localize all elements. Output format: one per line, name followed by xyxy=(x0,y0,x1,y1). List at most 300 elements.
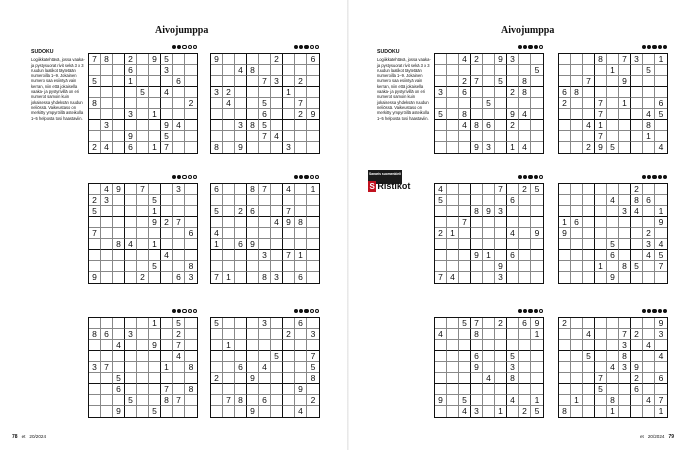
sudoku-empty-cell[interactable] xyxy=(247,250,259,261)
sudoku-empty-cell[interactable] xyxy=(283,318,295,329)
sudoku-empty-cell[interactable] xyxy=(223,217,235,228)
sudoku-empty-cell[interactable] xyxy=(607,351,619,362)
sudoku-empty-cell[interactable] xyxy=(137,250,149,261)
sudoku-empty-cell[interactable] xyxy=(271,250,283,261)
sudoku-empty-cell[interactable] xyxy=(459,340,471,351)
sudoku-empty-cell[interactable] xyxy=(271,98,283,109)
sudoku-empty-cell[interactable] xyxy=(619,109,631,120)
sudoku-empty-cell[interactable] xyxy=(149,329,161,340)
sudoku-empty-cell[interactable] xyxy=(519,228,531,239)
sudoku-empty-cell[interactable] xyxy=(519,54,531,65)
sudoku-empty-cell[interactable] xyxy=(559,340,571,351)
sudoku-empty-cell[interactable] xyxy=(113,65,125,76)
sudoku-empty-cell[interactable] xyxy=(271,395,283,406)
sudoku-empty-cell[interactable] xyxy=(619,272,631,283)
sudoku-empty-cell[interactable] xyxy=(559,206,571,217)
sudoku-empty-cell[interactable] xyxy=(631,98,643,109)
sudoku-empty-cell[interactable] xyxy=(161,406,173,417)
sudoku-empty-cell[interactable] xyxy=(295,184,307,195)
sudoku-empty-cell[interactable] xyxy=(283,228,295,239)
sudoku-empty-cell[interactable] xyxy=(459,351,471,362)
sudoku-empty-cell[interactable] xyxy=(211,195,223,206)
sudoku-empty-cell[interactable] xyxy=(211,362,223,373)
sudoku-empty-cell[interactable] xyxy=(149,98,161,109)
sudoku-empty-cell[interactable] xyxy=(571,318,583,329)
sudoku-empty-cell[interactable] xyxy=(161,76,173,87)
sudoku-empty-cell[interactable] xyxy=(471,131,483,142)
sudoku-empty-cell[interactable] xyxy=(173,87,185,98)
sudoku-empty-cell[interactable] xyxy=(483,65,495,76)
sudoku-empty-cell[interactable] xyxy=(247,195,259,206)
sudoku-empty-cell[interactable] xyxy=(223,195,235,206)
sudoku-empty-cell[interactable] xyxy=(113,87,125,98)
sudoku-empty-cell[interactable] xyxy=(483,318,495,329)
sudoku-empty-cell[interactable] xyxy=(643,87,655,98)
sudoku-empty-cell[interactable] xyxy=(307,406,319,417)
sudoku-empty-cell[interactable] xyxy=(161,373,173,384)
sudoku-empty-cell[interactable] xyxy=(459,261,471,272)
sudoku-empty-cell[interactable] xyxy=(655,195,667,206)
sudoku-empty-cell[interactable] xyxy=(211,384,223,395)
sudoku-empty-cell[interactable] xyxy=(483,195,495,206)
sudoku-empty-cell[interactable] xyxy=(295,395,307,406)
sudoku-empty-cell[interactable] xyxy=(223,109,235,120)
sudoku-empty-cell[interactable] xyxy=(259,406,271,417)
sudoku-empty-cell[interactable] xyxy=(571,109,583,120)
sudoku-empty-cell[interactable] xyxy=(125,406,137,417)
sudoku-empty-cell[interactable] xyxy=(435,362,447,373)
sudoku-empty-cell[interactable] xyxy=(583,395,595,406)
sudoku-empty-cell[interactable] xyxy=(595,184,607,195)
sudoku-empty-cell[interactable] xyxy=(235,131,247,142)
sudoku-empty-cell[interactable] xyxy=(223,318,235,329)
sudoku-empty-cell[interactable] xyxy=(101,395,113,406)
sudoku-empty-cell[interactable] xyxy=(271,384,283,395)
sudoku-empty-cell[interactable] xyxy=(137,340,149,351)
sudoku-empty-cell[interactable] xyxy=(631,318,643,329)
sudoku-empty-cell[interactable] xyxy=(101,250,113,261)
sudoku-empty-cell[interactable] xyxy=(631,272,643,283)
sudoku-empty-cell[interactable] xyxy=(307,239,319,250)
sudoku-empty-cell[interactable] xyxy=(223,239,235,250)
sudoku-empty-cell[interactable] xyxy=(247,87,259,98)
sudoku-empty-cell[interactable] xyxy=(161,329,173,340)
sudoku-empty-cell[interactable] xyxy=(271,109,283,120)
sudoku-empty-cell[interactable] xyxy=(295,54,307,65)
sudoku-empty-cell[interactable] xyxy=(531,76,543,87)
sudoku-empty-cell[interactable] xyxy=(223,142,235,153)
sudoku-empty-cell[interactable] xyxy=(519,120,531,131)
sudoku-empty-cell[interactable] xyxy=(173,206,185,217)
sudoku-empty-cell[interactable] xyxy=(211,250,223,261)
sudoku-empty-cell[interactable] xyxy=(447,340,459,351)
sudoku-empty-cell[interactable] xyxy=(459,272,471,283)
sudoku-empty-cell[interactable] xyxy=(507,384,519,395)
sudoku-empty-cell[interactable] xyxy=(471,340,483,351)
sudoku-empty-cell[interactable] xyxy=(211,340,223,351)
sudoku-empty-cell[interactable] xyxy=(271,329,283,340)
sudoku-empty-cell[interactable] xyxy=(211,109,223,120)
sudoku-empty-cell[interactable] xyxy=(89,109,101,120)
sudoku-empty-cell[interactable] xyxy=(211,76,223,87)
sudoku-empty-cell[interactable] xyxy=(619,195,631,206)
sudoku-empty-cell[interactable] xyxy=(531,120,543,131)
sudoku-empty-cell[interactable] xyxy=(295,351,307,362)
sudoku-empty-cell[interactable] xyxy=(125,340,137,351)
sudoku-empty-cell[interactable] xyxy=(235,351,247,362)
sudoku-empty-cell[interactable] xyxy=(259,65,271,76)
sudoku-empty-cell[interactable] xyxy=(101,239,113,250)
sudoku-empty-cell[interactable] xyxy=(235,98,247,109)
sudoku-empty-cell[interactable] xyxy=(101,406,113,417)
sudoku-empty-cell[interactable] xyxy=(259,329,271,340)
sudoku-empty-cell[interactable] xyxy=(235,250,247,261)
sudoku-empty-cell[interactable] xyxy=(137,362,149,373)
sudoku-empty-cell[interactable] xyxy=(583,87,595,98)
sudoku-empty-cell[interactable] xyxy=(519,384,531,395)
sudoku-empty-cell[interactable] xyxy=(619,87,631,98)
sudoku-empty-cell[interactable] xyxy=(583,373,595,384)
sudoku-empty-cell[interactable] xyxy=(271,206,283,217)
sudoku-empty-cell[interactable] xyxy=(447,184,459,195)
sudoku-empty-cell[interactable] xyxy=(531,362,543,373)
sudoku-empty-cell[interactable] xyxy=(283,406,295,417)
sudoku-empty-cell[interactable] xyxy=(259,87,271,98)
sudoku-empty-cell[interactable] xyxy=(607,184,619,195)
sudoku-empty-cell[interactable] xyxy=(495,217,507,228)
sudoku-empty-cell[interactable] xyxy=(495,98,507,109)
sudoku-empty-cell[interactable] xyxy=(519,98,531,109)
sudoku-empty-cell[interactable] xyxy=(607,373,619,384)
sudoku-empty-cell[interactable] xyxy=(583,98,595,109)
sudoku-empty-cell[interactable] xyxy=(447,142,459,153)
sudoku-empty-cell[interactable] xyxy=(459,329,471,340)
sudoku-empty-cell[interactable] xyxy=(271,120,283,131)
sudoku-empty-cell[interactable] xyxy=(531,142,543,153)
sudoku-empty-cell[interactable] xyxy=(235,184,247,195)
sudoku-empty-cell[interactable] xyxy=(643,384,655,395)
sudoku-empty-cell[interactable] xyxy=(631,395,643,406)
sudoku-empty-cell[interactable] xyxy=(307,65,319,76)
sudoku-empty-cell[interactable] xyxy=(235,329,247,340)
sudoku-empty-cell[interactable] xyxy=(149,76,161,87)
sudoku-empty-cell[interactable] xyxy=(447,131,459,142)
sudoku-empty-cell[interactable] xyxy=(223,250,235,261)
sudoku-empty-cell[interactable] xyxy=(507,76,519,87)
sudoku-empty-cell[interactable] xyxy=(607,98,619,109)
sudoku-empty-cell[interactable] xyxy=(113,250,125,261)
sudoku-empty-cell[interactable] xyxy=(271,195,283,206)
sudoku-empty-cell[interactable] xyxy=(283,362,295,373)
sudoku-empty-cell[interactable] xyxy=(259,340,271,351)
sudoku-empty-cell[interactable] xyxy=(595,76,607,87)
sudoku-empty-cell[interactable] xyxy=(137,195,149,206)
sudoku-empty-cell[interactable] xyxy=(149,228,161,239)
sudoku-empty-cell[interactable] xyxy=(559,54,571,65)
sudoku-empty-cell[interactable] xyxy=(643,142,655,153)
sudoku-empty-cell[interactable] xyxy=(125,351,137,362)
sudoku-empty-cell[interactable] xyxy=(483,131,495,142)
sudoku-empty-cell[interactable] xyxy=(307,318,319,329)
sudoku-empty-cell[interactable] xyxy=(519,395,531,406)
sudoku-empty-cell[interactable] xyxy=(631,131,643,142)
sudoku-empty-cell[interactable] xyxy=(283,109,295,120)
sudoku-empty-cell[interactable] xyxy=(295,195,307,206)
sudoku-empty-cell[interactable] xyxy=(631,406,643,417)
sudoku-empty-cell[interactable] xyxy=(161,228,173,239)
sudoku-empty-cell[interactable] xyxy=(519,239,531,250)
sudoku-empty-cell[interactable] xyxy=(607,228,619,239)
sudoku-empty-cell[interactable] xyxy=(149,373,161,384)
sudoku-empty-cell[interactable] xyxy=(655,120,667,131)
sudoku-empty-cell[interactable] xyxy=(173,98,185,109)
sudoku-empty-cell[interactable] xyxy=(583,261,595,272)
sudoku-empty-cell[interactable] xyxy=(471,87,483,98)
sudoku-empty-cell[interactable] xyxy=(595,250,607,261)
sudoku-empty-cell[interactable] xyxy=(631,250,643,261)
sudoku-empty-cell[interactable] xyxy=(161,351,173,362)
sudoku-empty-cell[interactable] xyxy=(447,239,459,250)
sudoku-empty-cell[interactable] xyxy=(259,217,271,228)
sudoku-empty-cell[interactable] xyxy=(559,261,571,272)
sudoku-empty-cell[interactable] xyxy=(519,261,531,272)
sudoku-empty-cell[interactable] xyxy=(173,384,185,395)
sudoku-empty-cell[interactable] xyxy=(307,272,319,283)
sudoku-empty-cell[interactable] xyxy=(113,362,125,373)
sudoku-empty-cell[interactable] xyxy=(235,54,247,65)
sudoku-empty-cell[interactable] xyxy=(161,261,173,272)
sudoku-empty-cell[interactable] xyxy=(643,98,655,109)
sudoku-empty-cell[interactable] xyxy=(447,120,459,131)
sudoku-empty-cell[interactable] xyxy=(101,65,113,76)
sudoku-empty-cell[interactable] xyxy=(619,228,631,239)
sudoku-empty-cell[interactable] xyxy=(495,120,507,131)
sudoku-empty-cell[interactable] xyxy=(595,65,607,76)
sudoku-empty-cell[interactable] xyxy=(583,406,595,417)
sudoku-empty-cell[interactable] xyxy=(507,217,519,228)
sudoku-empty-cell[interactable] xyxy=(259,228,271,239)
sudoku-empty-cell[interactable] xyxy=(571,65,583,76)
sudoku-empty-cell[interactable] xyxy=(619,65,631,76)
sudoku-empty-cell[interactable] xyxy=(471,217,483,228)
sudoku-empty-cell[interactable] xyxy=(447,250,459,261)
sudoku-empty-cell[interactable] xyxy=(259,195,271,206)
sudoku-empty-cell[interactable] xyxy=(223,54,235,65)
sudoku-empty-cell[interactable] xyxy=(271,373,283,384)
sudoku-empty-cell[interactable] xyxy=(259,239,271,250)
sudoku-empty-cell[interactable] xyxy=(125,261,137,272)
sudoku-empty-cell[interactable] xyxy=(583,131,595,142)
sudoku-empty-cell[interactable] xyxy=(137,131,149,142)
sudoku-empty-cell[interactable] xyxy=(655,384,667,395)
sudoku-empty-cell[interactable] xyxy=(185,195,197,206)
sudoku-empty-cell[interactable] xyxy=(271,184,283,195)
sudoku-empty-cell[interactable] xyxy=(223,384,235,395)
sudoku-empty-cell[interactable] xyxy=(247,109,259,120)
sudoku-empty-cell[interactable] xyxy=(89,87,101,98)
sudoku-empty-cell[interactable] xyxy=(459,206,471,217)
sudoku-empty-cell[interactable] xyxy=(307,142,319,153)
sudoku-empty-cell[interactable] xyxy=(595,206,607,217)
sudoku-empty-cell[interactable] xyxy=(259,351,271,362)
sudoku-empty-cell[interactable] xyxy=(185,217,197,228)
sudoku-empty-cell[interactable] xyxy=(435,98,447,109)
sudoku-empty-cell[interactable] xyxy=(161,318,173,329)
sudoku-empty-cell[interactable] xyxy=(643,329,655,340)
sudoku-empty-cell[interactable] xyxy=(211,351,223,362)
sudoku-empty-cell[interactable] xyxy=(655,131,667,142)
sudoku-empty-cell[interactable] xyxy=(247,217,259,228)
sudoku-empty-cell[interactable] xyxy=(125,362,137,373)
sudoku-empty-cell[interactable] xyxy=(571,195,583,206)
sudoku-empty-cell[interactable] xyxy=(271,228,283,239)
sudoku-empty-cell[interactable] xyxy=(125,98,137,109)
sudoku-empty-cell[interactable] xyxy=(185,184,197,195)
sudoku-empty-cell[interactable] xyxy=(223,362,235,373)
sudoku-empty-cell[interactable] xyxy=(185,131,197,142)
sudoku-empty-cell[interactable] xyxy=(435,131,447,142)
sudoku-empty-cell[interactable] xyxy=(459,65,471,76)
sudoku-empty-cell[interactable] xyxy=(271,406,283,417)
sudoku-empty-cell[interactable] xyxy=(607,217,619,228)
sudoku-empty-cell[interactable] xyxy=(125,384,137,395)
sudoku-empty-cell[interactable] xyxy=(519,250,531,261)
sudoku-empty-cell[interactable] xyxy=(483,261,495,272)
sudoku-empty-cell[interactable] xyxy=(519,206,531,217)
sudoku-empty-cell[interactable] xyxy=(507,206,519,217)
sudoku-empty-cell[interactable] xyxy=(571,184,583,195)
sudoku-empty-cell[interactable] xyxy=(125,217,137,228)
sudoku-empty-cell[interactable] xyxy=(113,120,125,131)
sudoku-empty-cell[interactable] xyxy=(559,142,571,153)
sudoku-empty-cell[interactable] xyxy=(137,395,149,406)
sudoku-empty-cell[interactable] xyxy=(483,184,495,195)
sudoku-empty-cell[interactable] xyxy=(631,76,643,87)
sudoku-empty-cell[interactable] xyxy=(583,239,595,250)
sudoku-empty-cell[interactable] xyxy=(631,120,643,131)
sudoku-empty-cell[interactable] xyxy=(211,120,223,131)
sudoku-empty-cell[interactable] xyxy=(583,206,595,217)
sudoku-empty-cell[interactable] xyxy=(435,239,447,250)
sudoku-empty-cell[interactable] xyxy=(295,362,307,373)
sudoku-empty-cell[interactable] xyxy=(185,76,197,87)
sudoku-empty-cell[interactable] xyxy=(643,76,655,87)
sudoku-empty-cell[interactable] xyxy=(259,261,271,272)
sudoku-empty-cell[interactable] xyxy=(459,373,471,384)
sudoku-empty-cell[interactable] xyxy=(101,131,113,142)
sudoku-empty-cell[interactable] xyxy=(459,142,471,153)
sudoku-empty-cell[interactable] xyxy=(137,406,149,417)
sudoku-empty-cell[interactable] xyxy=(271,261,283,272)
sudoku-empty-cell[interactable] xyxy=(435,217,447,228)
sudoku-empty-cell[interactable] xyxy=(161,340,173,351)
sudoku-empty-cell[interactable] xyxy=(89,184,101,195)
sudoku-empty-cell[interactable] xyxy=(483,329,495,340)
sudoku-empty-cell[interactable] xyxy=(519,131,531,142)
sudoku-empty-cell[interactable] xyxy=(471,98,483,109)
sudoku-empty-cell[interactable] xyxy=(619,184,631,195)
sudoku-empty-cell[interactable] xyxy=(531,261,543,272)
sudoku-empty-cell[interactable] xyxy=(89,384,101,395)
sudoku-empty-cell[interactable] xyxy=(113,329,125,340)
sudoku-empty-cell[interactable] xyxy=(247,362,259,373)
sudoku-empty-cell[interactable] xyxy=(531,206,543,217)
sudoku-empty-cell[interactable] xyxy=(259,206,271,217)
sudoku-empty-cell[interactable] xyxy=(89,217,101,228)
sudoku-empty-cell[interactable] xyxy=(583,65,595,76)
sudoku-empty-cell[interactable] xyxy=(283,76,295,87)
sudoku-empty-cell[interactable] xyxy=(295,239,307,250)
sudoku-empty-cell[interactable] xyxy=(435,351,447,362)
sudoku-empty-cell[interactable] xyxy=(173,131,185,142)
sudoku-empty-cell[interactable] xyxy=(531,109,543,120)
sudoku-empty-cell[interactable] xyxy=(571,272,583,283)
sudoku-empty-cell[interactable] xyxy=(559,395,571,406)
sudoku-empty-cell[interactable] xyxy=(531,384,543,395)
sudoku-empty-cell[interactable] xyxy=(89,318,101,329)
sudoku-empty-cell[interactable] xyxy=(247,76,259,87)
sudoku-empty-cell[interactable] xyxy=(495,109,507,120)
sudoku-empty-cell[interactable] xyxy=(631,239,643,250)
sudoku-empty-cell[interactable] xyxy=(259,373,271,384)
sudoku-empty-cell[interactable] xyxy=(173,109,185,120)
sudoku-empty-cell[interactable] xyxy=(247,395,259,406)
sudoku-empty-cell[interactable] xyxy=(173,261,185,272)
sudoku-empty-cell[interactable] xyxy=(571,76,583,87)
sudoku-empty-cell[interactable] xyxy=(571,98,583,109)
sudoku-empty-cell[interactable] xyxy=(643,351,655,362)
sudoku-empty-cell[interactable] xyxy=(235,373,247,384)
sudoku-empty-cell[interactable] xyxy=(447,329,459,340)
sudoku-empty-cell[interactable] xyxy=(495,373,507,384)
sudoku-empty-cell[interactable] xyxy=(247,142,259,153)
sudoku-empty-cell[interactable] xyxy=(185,340,197,351)
sudoku-empty-cell[interactable] xyxy=(507,131,519,142)
sudoku-empty-cell[interactable] xyxy=(185,142,197,153)
sudoku-empty-cell[interactable] xyxy=(113,318,125,329)
sudoku-empty-cell[interactable] xyxy=(447,87,459,98)
sudoku-empty-cell[interactable] xyxy=(471,395,483,406)
sudoku-empty-cell[interactable] xyxy=(631,228,643,239)
sudoku-empty-cell[interactable] xyxy=(173,195,185,206)
sudoku-empty-cell[interactable] xyxy=(173,239,185,250)
sudoku-empty-cell[interactable] xyxy=(459,250,471,261)
sudoku-empty-cell[interactable] xyxy=(295,261,307,272)
sudoku-empty-cell[interactable] xyxy=(149,272,161,283)
sudoku-empty-cell[interactable] xyxy=(583,362,595,373)
sudoku-empty-cell[interactable] xyxy=(235,318,247,329)
sudoku-empty-cell[interactable] xyxy=(283,120,295,131)
sudoku-empty-cell[interactable] xyxy=(137,239,149,250)
sudoku-empty-cell[interactable] xyxy=(259,54,271,65)
sudoku-empty-cell[interactable] xyxy=(571,54,583,65)
sudoku-empty-cell[interactable] xyxy=(223,261,235,272)
sudoku-empty-cell[interactable] xyxy=(607,131,619,142)
sudoku-empty-cell[interactable] xyxy=(307,384,319,395)
sudoku-empty-cell[interactable] xyxy=(173,373,185,384)
sudoku-empty-cell[interactable] xyxy=(447,261,459,272)
sudoku-empty-cell[interactable] xyxy=(137,329,149,340)
sudoku-empty-cell[interactable] xyxy=(223,351,235,362)
sudoku-empty-cell[interactable] xyxy=(247,329,259,340)
sudoku-empty-cell[interactable] xyxy=(483,228,495,239)
sudoku-empty-cell[interactable] xyxy=(559,239,571,250)
sudoku-empty-cell[interactable] xyxy=(655,87,667,98)
sudoku-empty-cell[interactable] xyxy=(185,373,197,384)
sudoku-empty-cell[interactable] xyxy=(283,261,295,272)
sudoku-empty-cell[interactable] xyxy=(531,54,543,65)
sudoku-empty-cell[interactable] xyxy=(295,131,307,142)
